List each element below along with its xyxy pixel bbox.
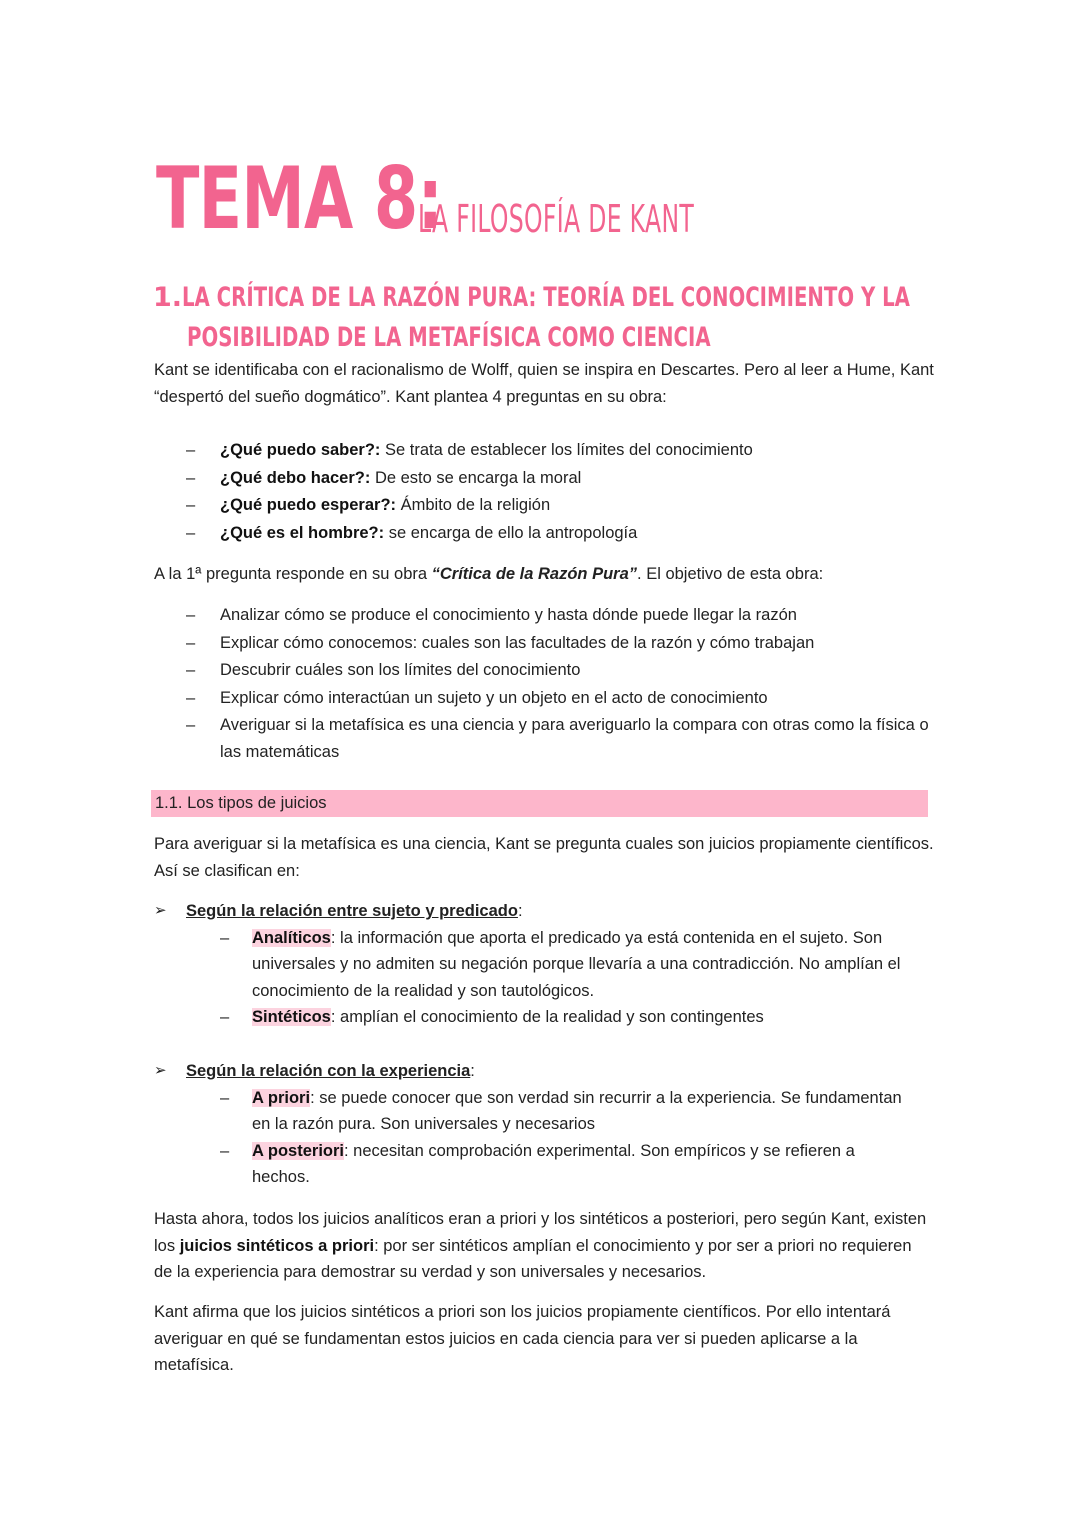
juicios-intro-paragraph: Para averiguar si la metafísica es una ciencia, Kant se pregunta cuales son juicios propiamente científicos. Así se clasifican en: [154, 835, 934, 880]
dash-bullet: – [186, 606, 196, 624]
criterion-title: ➢ Según la relación con la experiencia: [154, 1058, 944, 1085]
criterion-block [154, 898, 944, 1031]
dash-bullet: – [186, 661, 196, 679]
page-title [156, 132, 863, 249]
synthetic-a-priori-paragraph: Hasta ahora, todos los juicios analíticos eran a priori y los sintéticos a posteriori, pero según Kant, existen los juicios sintéticos a priori: por ser sintéticos amplían el conocimiento y por ser a priori no requieren de la experiencia para demostrar su verdad y son universales y necesarios. [154, 1210, 927, 1281]
section-number: 1. [153, 282, 183, 313]
list-item: – ¿Qué puedo esperar?: Ámbito de la religión [154, 492, 944, 519]
list-item: – ¿Qué puedo saber?: Se trata de establecer los límites del conocimiento [154, 437, 944, 464]
dash-bullet: – [186, 633, 196, 652]
title-main: TEMA 8: [156, 149, 443, 249]
questions-list [154, 437, 944, 547]
dash-bullet: – [220, 928, 230, 947]
highlighted-term: A posteriori [252, 1141, 344, 1160]
list-item: – Explicar cómo conocemos: cuales son las facultades de la razón y cómo trabajan [154, 630, 944, 657]
dash-bullet: – [220, 1008, 230, 1026]
title-subtitle: LA FILOSOFÍA DE KANT [418, 197, 695, 241]
highlighted-term: Analíticos [252, 928, 331, 947]
objectives-list [154, 602, 944, 766]
list-item: – Averiguar si la metafísica es una ciencia y para averiguarlo la compara con otras como la física o las matemáticas [154, 712, 944, 765]
dash-bullet: – [186, 688, 196, 707]
arrow-bullet-icon: ➢ [154, 1062, 167, 1079]
dash-bullet: – [186, 496, 196, 514]
list-item: – Sintéticos: amplían el conocimiento de la realidad y son contingentes [154, 1004, 944, 1031]
highlighted-term: Sintéticos [252, 1008, 331, 1026]
intro-paragraph: Kant se identificaba con el racionalismo de Wolff, quien se inspira en Descartes. Pero al leer a Hume, Kant “despertó del sueño dogmático”. Kant plantea 4 preguntas en su obra: [154, 361, 934, 406]
dash-bullet: – [186, 468, 196, 487]
highlighted-term: A priori [252, 1088, 311, 1107]
work-title: “Crítica de la Razón Pura” [431, 565, 638, 583]
list-item: – A priori: se puede conocer que son verdad sin recurrir a la experiencia. Se fundamentan en la razón pura. Son universales y necesarios [154, 1085, 944, 1138]
dash-bullet: – [220, 1088, 230, 1107]
key-term: juicios sintéticos a priori [179, 1236, 375, 1255]
list-item: – Analizar cómo se produce el conocimiento y hasta dónde puede llegar la razón [154, 602, 944, 629]
list-item: – Descubrir cuáles son los límites del conocimiento [154, 657, 944, 684]
section-heading-line-2: POSIBILIDAD DE LA METAFÍSICA COMO CIENCIA [187, 322, 711, 353]
dash-bullet: – [220, 1141, 230, 1160]
list-item: – A posteriori: necesitan comprobación experimental. Son empíricos y se refieren a hechos. [154, 1138, 944, 1191]
criterion-block [154, 1058, 944, 1191]
criterion-items [154, 925, 944, 1031]
dash-bullet: – [186, 441, 196, 459]
criterion-items [154, 1085, 944, 1191]
list-item: – Analíticos: la información que aporta el predicado ya está contenida en el sujeto. Son universales y no admiten su negación porque llevaría a una contradicción. No amplían el conocimiento de la realidad y son tautológicos. [154, 925, 944, 1005]
list-item: – ¿Qué debo hacer?: De esto se encarga la moral [154, 465, 944, 492]
list-item: – Explicar cómo interactúan un sujeto y un objeto en el acto de conocimiento [154, 685, 944, 712]
list-item: – ¿Qué es el hombre?: se encarga de ello la antropología [154, 520, 944, 547]
subsection-heading: 1.1. Los tipos de juicios [151, 790, 928, 817]
dash-bullet: – [186, 523, 196, 542]
criterion-title: ➢ Según la relación entre sujeto y predicado: [154, 898, 944, 925]
arrow-bullet-icon: ➢ [154, 902, 167, 919]
section-heading-line-1: LA CRÍTICA DE LA RAZÓN PURA: TEORÍA DEL CONOCIMIENTO Y LA [182, 282, 910, 313]
dash-bullet: – [186, 716, 196, 734]
conclusion-paragraph: Kant afirma que los juicios sintéticos a priori son los juicios propiamente científicos. Por ello intentará averiguar en qué se fundamentan estos juicios en cada ciencia para ver si pueden aplicarse a la metafísica. [154, 1303, 891, 1374]
critica-paragraph: A la 1ª pregunta responde en su obra “Crítica de la Razón Pura”. El objetivo de esta obra: [154, 565, 824, 583]
section-heading [153, 278, 910, 358]
